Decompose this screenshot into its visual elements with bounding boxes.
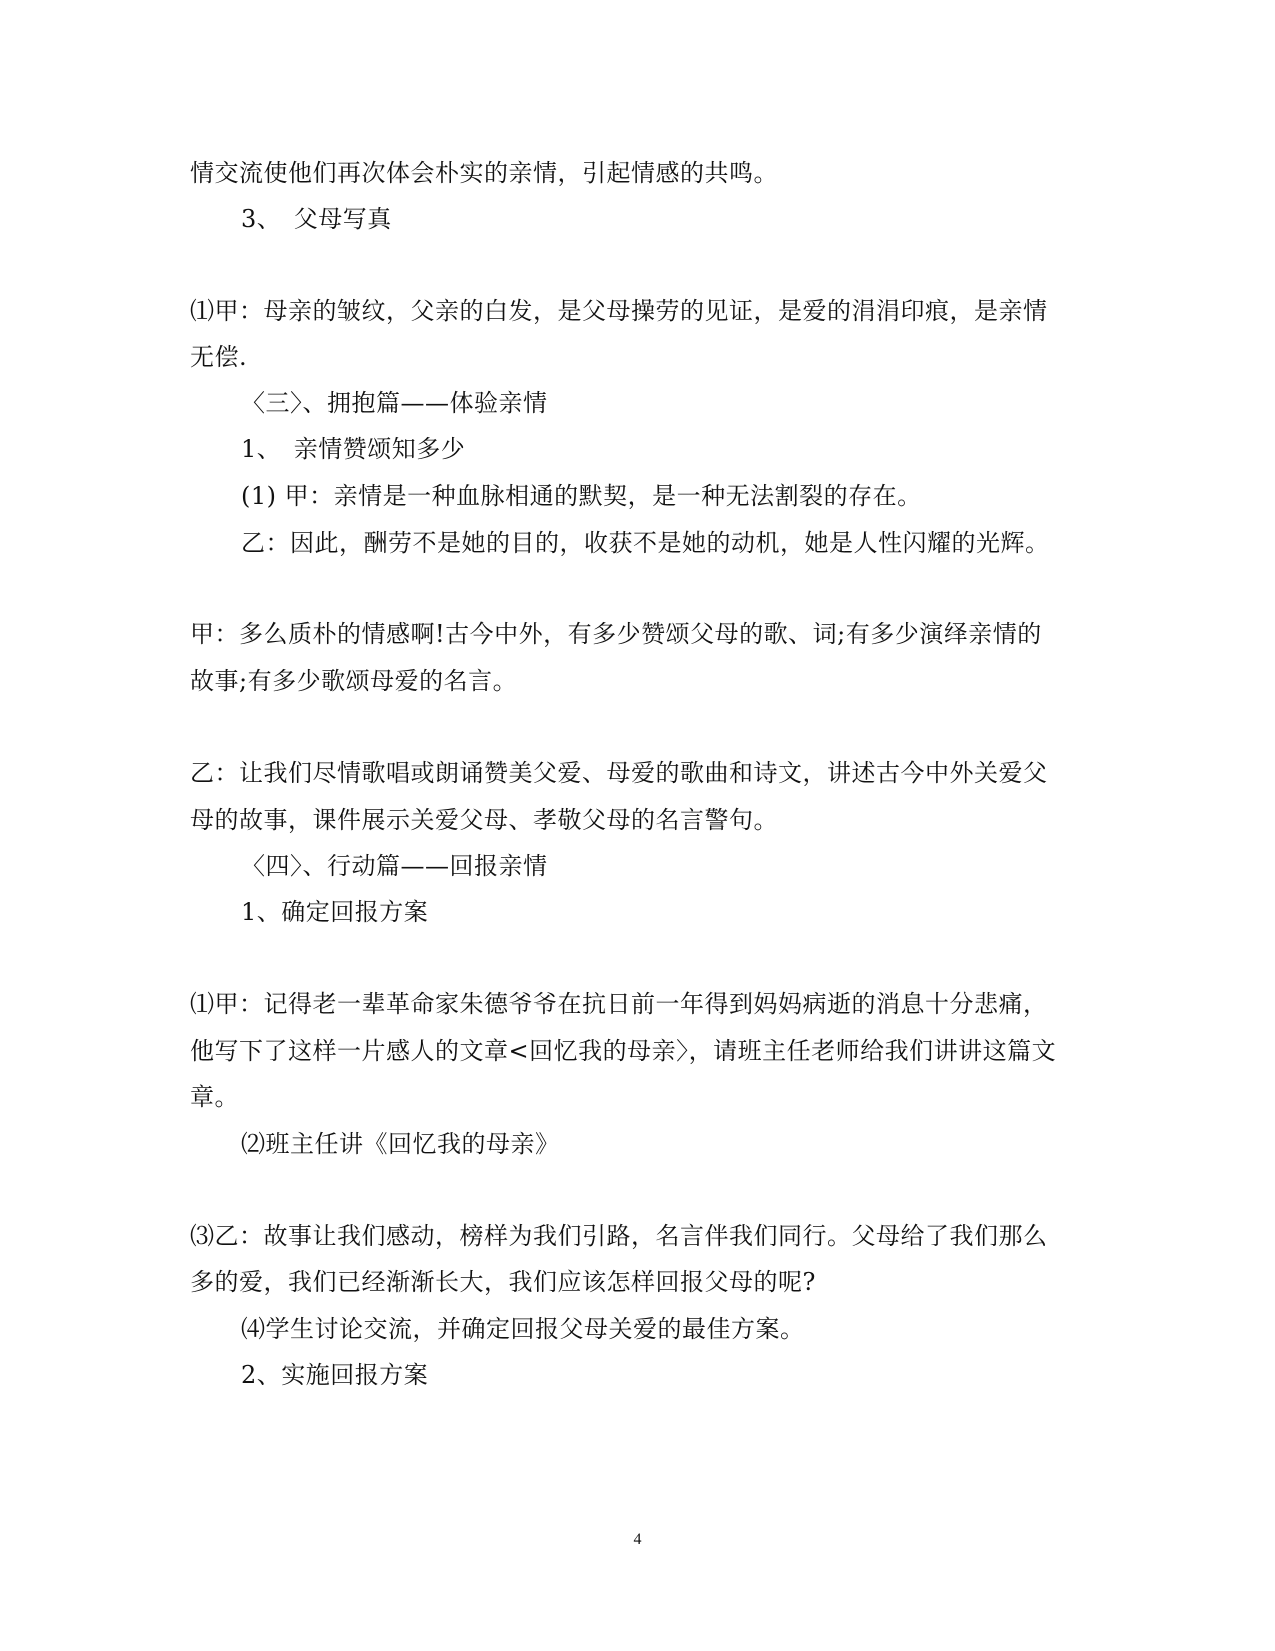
text-line: 情交流使他们再次体会朴实的亲情，引起情感的共鸣。 [190,159,778,187]
section-heading: 1、 亲情赞颂知多少 [241,435,466,463]
section-heading: 2、实施回报方案 [241,1361,429,1389]
section-heading: 1、确定回报方案 [241,898,429,926]
text-line: ⑵班主任讲《回忆我的母亲》 [241,1130,560,1158]
text-line: 甲：多么质朴的情感啊!古今中外，有多少赞颂父母的歌、词;有多少演绎亲情的 [190,620,1042,648]
text-line: ⑷学生讨论交流，并确定回报父母关爱的最佳方案。 [241,1315,805,1343]
text-line: ⑶乙：故事让我们感动，榜样为我们引路，名言伴我们同行。父母给了我们那么 [190,1222,1048,1250]
text-line: 故事;有多少歌颂母爱的名言。 [190,667,518,695]
text-line: (1) 甲：亲情是一种血脉相通的默契，是一种无法割裂的存在。 [241,482,922,510]
text-line: 多的爱，我们已经渐渐长大，我们应该怎样回报父母的呢? [190,1268,816,1296]
text-line: 乙：因此，酬劳不是她的目的，收获不是她的动机，她是人性闪耀的光辉。 [241,529,1050,557]
text-line: 他写下了这样一片感人的文章<回忆我的母亲〉，请班主任老师给我们讲讲这篇文 [190,1037,1057,1065]
page-number: 4 [633,1531,642,1548]
text-line: ⑴甲：母亲的皱纹，父亲的白发，是父母操劳的见证，是爱的涓涓印痕，是亲情 [190,297,1048,325]
text-line: 母的故事，课件展示关爱父母、孝敬父母的名言警句。 [190,806,778,834]
section-heading: 3、 父母写真 [241,205,392,233]
text-line: 章。 [190,1083,239,1111]
text-line: 无偿. [190,343,248,371]
text-line: ⑴甲：记得老一辈革命家朱德爷爷在抗日前一年得到妈妈病逝的消息十分悲痛， [190,990,1048,1018]
section-heading: 〈四〉、行动篇——回报亲情 [241,852,548,880]
section-heading: 〈三〉、拥抱篇——体验亲情 [241,389,548,417]
text-line: 乙：让我们尽情歌唱或朗诵赞美父爱、母爱的歌曲和诗文，讲述古今中外关爱父 [190,759,1048,787]
